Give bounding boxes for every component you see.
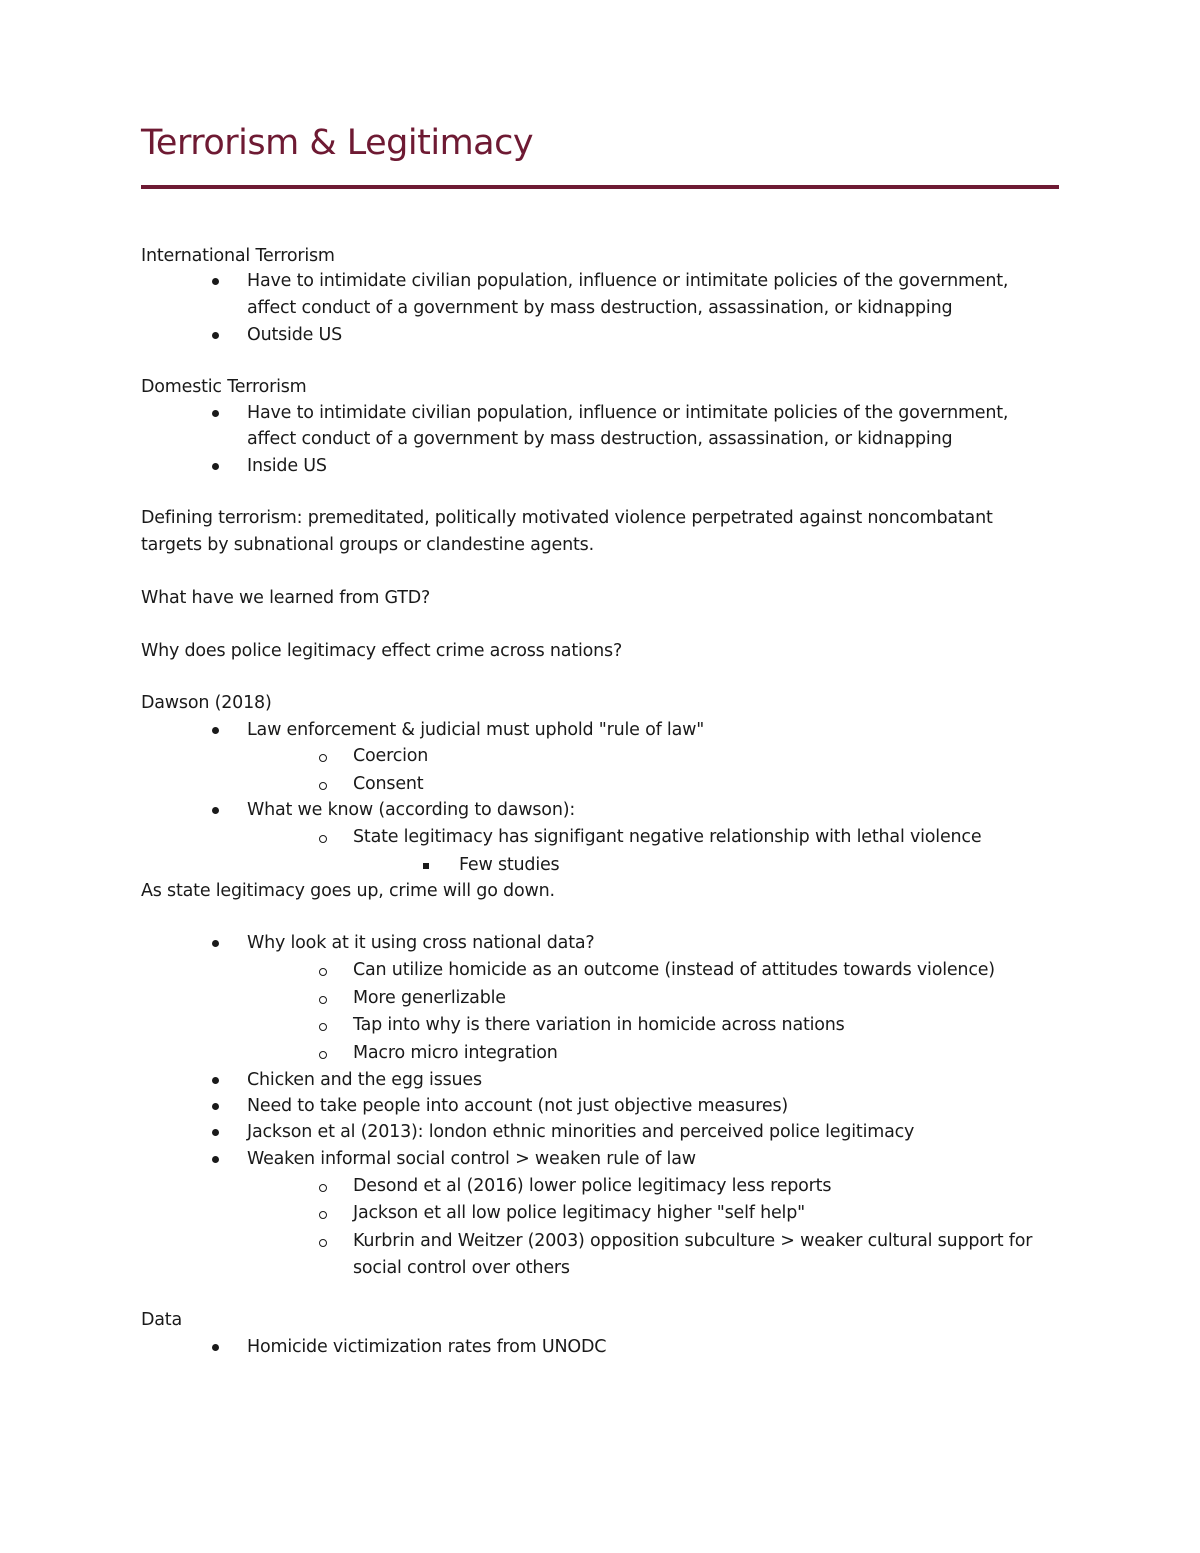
sub-list-item <box>353 1173 1153 1200</box>
state-legitimacy-line: As state legitimacy goes up, crime will go down. <box>141 881 555 901</box>
list-item <box>247 717 1047 744</box>
circle-bullet-icon <box>319 754 327 762</box>
bullet-icon <box>212 807 219 814</box>
list-item-text: Need to take people into account (not just objective measures) <box>247 1096 788 1116</box>
list-item <box>247 1146 1047 1173</box>
bullet-icon <box>212 940 219 947</box>
sub-list-item <box>353 1200 1153 1227</box>
bullet-icon <box>212 278 219 285</box>
section-heading-dawson: Dawson (2018) <box>141 693 272 713</box>
list-item <box>247 322 1047 349</box>
list-item-text: social control over others <box>353 1258 570 1278</box>
list-item-text: More generlizable <box>353 988 506 1008</box>
sub-list-item <box>353 985 1153 1012</box>
section-heading-data: Data <box>141 1310 182 1330</box>
sub-list-item <box>353 743 1153 770</box>
bullet-icon <box>212 332 219 339</box>
circle-bullet-icon <box>319 996 327 1004</box>
definition-line: targets by subnational groups or clandestine agents. <box>141 535 594 555</box>
list-item-text: What we know (according to dawson): <box>247 800 576 820</box>
list-item-text: Can utilize homicide as an outcome (instead of attitudes towards violence) <box>353 960 995 980</box>
bullet-icon <box>212 410 219 417</box>
list-item-continuation <box>247 295 1047 322</box>
list-item-text: Macro micro integration <box>353 1043 558 1063</box>
list-item-text: Outside US <box>247 325 343 345</box>
bullet-icon <box>212 1077 219 1084</box>
list-item-text: Kurbrin and Weitzer (2003) opposition subculture > weaker cultural support for <box>353 1231 1033 1251</box>
circle-bullet-icon <box>319 1211 327 1219</box>
list-item <box>247 1067 1047 1094</box>
circle-bullet-icon <box>319 1239 327 1247</box>
question-police-legitimacy: Why does police legitimacy effect crime across nations? <box>141 641 623 661</box>
list-item <box>247 930 1047 957</box>
page-title: Terrorism & Legitimacy <box>141 123 534 163</box>
bullet-icon <box>212 1156 219 1163</box>
list-item-text: Have to intimidate civilian population, influence or intimitate policies of the government, <box>247 403 1009 423</box>
list-item-text: Coercion <box>353 746 429 766</box>
list-item-text: Chicken and the egg issues <box>247 1070 482 1090</box>
list-item-text: Tap into why is there variation in homicide across nations <box>353 1015 845 1035</box>
list-item-text: Inside US <box>247 456 327 476</box>
list-item <box>247 1093 1047 1120</box>
sub-list-item <box>353 1040 1153 1067</box>
sub-list-item <box>353 1228 1153 1255</box>
list-item-text: Jackson et al (2013): london ethnic minorities and perceived police legitimacy <box>247 1122 915 1142</box>
circle-bullet-icon <box>319 835 327 843</box>
section-heading-domestic: Domestic Terrorism <box>141 377 307 397</box>
list-item-text: Few studies <box>459 855 560 875</box>
list-item <box>247 1334 1047 1361</box>
list-item <box>247 400 1047 427</box>
question-gtd: What have we learned from GTD? <box>141 588 431 608</box>
circle-bullet-icon <box>319 1184 327 1192</box>
title-divider <box>141 185 1059 189</box>
list-item-text: affect conduct of a government by mass destruction, assassination, or kidnapping <box>247 298 953 318</box>
list-item <box>247 268 1047 295</box>
list-item-text: Homicide victimization rates from UNODC <box>247 1337 607 1357</box>
bullet-icon <box>212 1103 219 1110</box>
list-item-text: Jackson et all low police legitimacy higher "self help" <box>353 1203 805 1223</box>
bullet-icon <box>212 727 219 734</box>
circle-bullet-icon <box>319 968 327 976</box>
list-item-continuation <box>247 426 1047 453</box>
bullet-icon <box>212 1344 219 1351</box>
list-item-text: Have to intimidate civilian population, influence or intimitate policies of the government, <box>247 271 1009 291</box>
bullet-icon <box>212 1129 219 1136</box>
section-heading-international: International Terrorism <box>141 246 335 266</box>
definition-line: Defining terrorism: premeditated, politically motivated violence perpetrated against noncombatant <box>141 508 993 528</box>
circle-bullet-icon <box>319 782 327 790</box>
list-item-text: Desond et al (2016) lower police legitimacy less reports <box>353 1176 832 1196</box>
sub-sub-list-item <box>459 852 1200 879</box>
list-item <box>247 797 1047 824</box>
list-item-text: affect conduct of a government by mass destruction, assassination, or kidnapping <box>247 429 953 449</box>
square-bullet-icon <box>423 863 429 869</box>
list-item-text: Consent <box>353 774 424 794</box>
list-item <box>247 1119 1047 1146</box>
sub-list-item-continuation <box>353 1255 1153 1282</box>
list-item-text: Why look at it using cross national data? <box>247 933 595 953</box>
list-item-text: State legitimacy has signifigant negative relationship with lethal violence <box>353 827 982 847</box>
list-item-text: Law enforcement & judicial must uphold "rule of law" <box>247 720 705 740</box>
sub-list-item <box>353 1012 1153 1039</box>
sub-list-item <box>353 771 1153 798</box>
sub-list-item <box>353 957 1153 984</box>
list-item-text: Weaken informal social control > weaken rule of law <box>247 1149 696 1169</box>
circle-bullet-icon <box>319 1051 327 1059</box>
bullet-icon <box>212 463 219 470</box>
circle-bullet-icon <box>319 1023 327 1031</box>
sub-list-item <box>353 824 1153 851</box>
list-item <box>247 453 1047 480</box>
